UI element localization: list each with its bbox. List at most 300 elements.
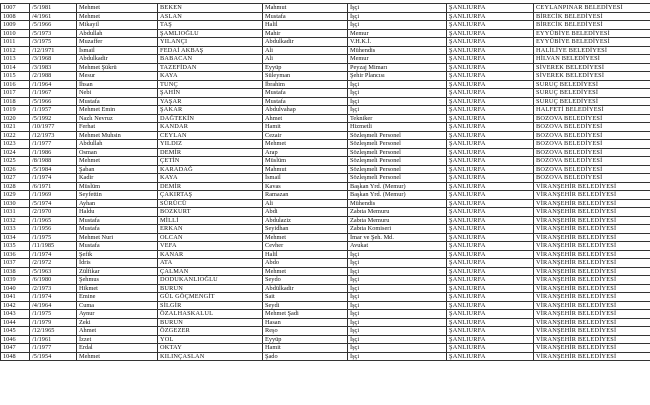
first-name-cell: Cuma bbox=[77, 301, 158, 310]
job-title-cell: İşçi bbox=[348, 318, 447, 327]
row-number-cell: 1018 bbox=[1, 97, 30, 106]
city-cell: ŞANLIURFA bbox=[447, 318, 534, 327]
city-cell: ŞANLIURFA bbox=[447, 114, 534, 123]
job-title-cell: Şehir Plancısı bbox=[348, 72, 447, 81]
row-number-cell: 1022 bbox=[1, 131, 30, 140]
birth-date-cell: /5/1966 bbox=[30, 21, 77, 30]
institution-cell: VİRANŞEHİR BELEDİYESİ bbox=[534, 208, 650, 217]
table-row bbox=[1, 293, 650, 302]
surname-cell: OKTAY bbox=[158, 344, 263, 353]
job-title-cell: İşçi bbox=[348, 352, 447, 361]
city-cell: ŞANLIURFA bbox=[447, 140, 534, 149]
job-title-cell: İşçi bbox=[348, 335, 447, 344]
institution-cell: VİRANŞEHİR BELEDİYESİ bbox=[534, 284, 650, 293]
first-name-cell: Mehmet Şükrü bbox=[77, 63, 158, 72]
birth-date-cell: /2/1970 bbox=[30, 208, 77, 217]
table-row bbox=[1, 38, 650, 47]
birth-date-cell: /5/1984 bbox=[30, 165, 77, 174]
first-name-cell: Nebi bbox=[77, 89, 158, 98]
first-name-cell: Emine bbox=[77, 293, 158, 302]
city-cell: ŞANLIURFA bbox=[447, 80, 534, 89]
surname-cell: YILDIZ bbox=[158, 140, 263, 149]
first-name-cell: Hikmet bbox=[77, 284, 158, 293]
surname-cell: ÇETİN bbox=[158, 157, 263, 166]
table-row bbox=[1, 301, 650, 310]
first-name-cell: Zülfikar bbox=[77, 267, 158, 276]
row-number-cell: 1031 bbox=[1, 208, 30, 217]
city-cell: ŞANLIURFA bbox=[447, 12, 534, 21]
first-name-cell: Kadir bbox=[77, 174, 158, 183]
first-name-cell: Haldu bbox=[77, 208, 158, 217]
surname-cell: FEDAİ AKBAŞ bbox=[158, 46, 263, 55]
city-cell: ŞANLIURFA bbox=[447, 174, 534, 183]
city-cell: ŞANLIURFA bbox=[447, 259, 534, 268]
table-row bbox=[1, 106, 650, 115]
city-cell: ŞANLIURFA bbox=[447, 29, 534, 38]
father-name-cell: Hamit bbox=[263, 123, 348, 132]
job-title-cell: İşçi bbox=[348, 259, 447, 268]
institution-cell: VİRANŞEHİR BELEDİYESİ bbox=[534, 259, 650, 268]
father-name-cell: Ahmet bbox=[263, 114, 348, 123]
job-title-cell: İşçi bbox=[348, 21, 447, 30]
job-title-cell: Avukat bbox=[348, 242, 447, 251]
table-row bbox=[1, 233, 650, 242]
job-title-cell: Mühendis bbox=[348, 199, 447, 208]
father-name-cell: Abdulaziz bbox=[263, 216, 348, 225]
birth-date-cell: /12/1971 bbox=[30, 46, 77, 55]
table-row bbox=[1, 335, 650, 344]
first-name-cell: Mehmet bbox=[77, 12, 158, 21]
surname-cell: DAĞTEKİN bbox=[158, 114, 263, 123]
table-row bbox=[1, 216, 650, 225]
birth-date-cell: /2/1988 bbox=[30, 72, 77, 81]
job-title-cell: Peyzaj Mimarı bbox=[348, 63, 447, 72]
job-title-cell: İşçi bbox=[348, 106, 447, 115]
first-name-cell: Abdulkadir bbox=[77, 55, 158, 64]
birth-date-cell: /1/1986 bbox=[30, 148, 77, 157]
row-number-cell: 1032 bbox=[1, 216, 30, 225]
first-name-cell: Nazlı Nevruz bbox=[77, 114, 158, 123]
table-row bbox=[1, 174, 650, 183]
surname-cell: TAZEFİDAN bbox=[158, 63, 263, 72]
table-row bbox=[1, 242, 650, 251]
city-cell: ŞANLIURFA bbox=[447, 208, 534, 217]
job-title-cell: İşçi bbox=[348, 276, 447, 285]
first-name-cell: Ayhan bbox=[77, 199, 158, 208]
birth-date-cell: /5/1992 bbox=[30, 114, 77, 123]
birth-date-cell: /5/1974 bbox=[30, 199, 77, 208]
first-name-cell: Mustafa bbox=[77, 225, 158, 234]
surname-cell: KANDAR bbox=[158, 123, 263, 132]
row-number-cell: 1030 bbox=[1, 199, 30, 208]
first-name-cell: Mehmet bbox=[77, 352, 158, 361]
city-cell: ŞANLIURFA bbox=[447, 106, 534, 115]
table-row bbox=[1, 114, 650, 123]
first-name-cell: Ahmet bbox=[77, 327, 158, 336]
table-row bbox=[1, 123, 650, 132]
birth-date-cell: /12/1965 bbox=[30, 327, 77, 336]
father-name-cell: Mahir bbox=[263, 29, 348, 38]
first-name-cell: Aynur bbox=[77, 310, 158, 319]
city-cell: ŞANLIURFA bbox=[447, 352, 534, 361]
row-number-cell: 1048 bbox=[1, 352, 30, 361]
birth-date-cell: /1/1975 bbox=[30, 233, 77, 242]
institution-cell: VİRANŞEHİR BELEDİYESİ bbox=[534, 335, 650, 344]
institution-cell: SURUÇ BELEDİYESİ bbox=[534, 80, 650, 89]
row-number-cell: 1035 bbox=[1, 242, 30, 251]
birth-date-cell: /1/1974 bbox=[30, 174, 77, 183]
job-title-cell: Zabıta Memuru bbox=[348, 216, 447, 225]
city-cell: ŞANLIURFA bbox=[447, 4, 534, 13]
father-name-cell: Hamit bbox=[263, 344, 348, 353]
first-name-cell: Mustafa bbox=[77, 97, 158, 106]
table-row bbox=[1, 140, 650, 149]
surname-cell: ÖZGEZER bbox=[158, 327, 263, 336]
table-row bbox=[1, 21, 650, 30]
birth-date-cell: /1/1977 bbox=[30, 140, 77, 149]
first-name-cell: Osman bbox=[77, 148, 158, 157]
institution-cell: BİRECİK BELEDİYESİ bbox=[534, 12, 650, 21]
father-name-cell: Eyyüp bbox=[263, 335, 348, 344]
birth-date-cell: /5/1966 bbox=[30, 97, 77, 106]
first-name-cell: Şehmus bbox=[77, 276, 158, 285]
city-cell: ŞANLIURFA bbox=[447, 216, 534, 225]
row-number-cell: 1043 bbox=[1, 310, 30, 319]
birth-date-cell: /1/1967 bbox=[30, 89, 77, 98]
job-title-cell: İşçi bbox=[348, 293, 447, 302]
job-title-cell: İşçi bbox=[348, 327, 447, 336]
table-row bbox=[1, 72, 650, 81]
table-row bbox=[1, 63, 650, 72]
job-title-cell: Sözleşmeli Personel bbox=[348, 140, 447, 149]
job-title-cell: Mühendis bbox=[348, 46, 447, 55]
institution-cell: VİRANŞEHİR BELEDİYESİ bbox=[534, 182, 650, 191]
father-name-cell: Halil bbox=[263, 250, 348, 259]
city-cell: ŞANLIURFA bbox=[447, 293, 534, 302]
father-name-cell: Ali bbox=[263, 199, 348, 208]
surname-cell: SÜRÜCÜ bbox=[158, 199, 263, 208]
table-row bbox=[1, 284, 650, 293]
institution-cell: BİRECİK BELEDİYESİ bbox=[534, 21, 650, 30]
first-name-cell: Mehmet Nuri bbox=[77, 233, 158, 242]
institution-cell: VİRANŞEHİR BELEDİYESİ bbox=[534, 301, 650, 310]
institution-cell: BOZOVA BELEDİYESİ bbox=[534, 140, 650, 149]
surname-cell: KAYA bbox=[158, 174, 263, 183]
father-name-cell: Ali bbox=[263, 46, 348, 55]
row-number-cell: 1033 bbox=[1, 225, 30, 234]
first-name-cell: Mustafa bbox=[77, 216, 158, 225]
surname-cell: MİLLİ bbox=[158, 216, 263, 225]
surname-cell: BURUN bbox=[158, 318, 263, 327]
job-title-cell: İşçi bbox=[348, 250, 447, 259]
city-cell: ŞANLIURFA bbox=[447, 344, 534, 353]
institution-cell: SURUÇ BELEDİYESİ bbox=[534, 97, 650, 106]
row-number-cell: 1025 bbox=[1, 157, 30, 166]
city-cell: ŞANLIURFA bbox=[447, 89, 534, 98]
row-number-cell: 1015 bbox=[1, 72, 30, 81]
job-title-cell: Sözleşmeli Personel bbox=[348, 157, 447, 166]
institution-cell: EYYÜBİYE BELEDİYESİ bbox=[534, 38, 650, 47]
father-name-cell: Cezair bbox=[263, 131, 348, 140]
father-name-cell: Mustafa bbox=[263, 12, 348, 21]
institution-cell: BOZOVA BELEDİYESİ bbox=[534, 114, 650, 123]
job-title-cell: Sözleşmeli Personel bbox=[348, 148, 447, 157]
father-name-cell: Mehmet bbox=[263, 233, 348, 242]
job-title-cell: Sözleşmeli Personel bbox=[348, 165, 447, 174]
surname-cell: ŞAKAR bbox=[158, 106, 263, 115]
row-number-cell: 1027 bbox=[1, 174, 30, 183]
surname-cell: YOL bbox=[158, 335, 263, 344]
table-row bbox=[1, 89, 650, 98]
table-row bbox=[1, 131, 650, 140]
institution-cell: VİRANŞEHİR BELEDİYESİ bbox=[534, 199, 650, 208]
table-row bbox=[1, 250, 650, 259]
father-name-cell: Mehmet Şadi bbox=[263, 310, 348, 319]
birth-date-cell: /8/1988 bbox=[30, 157, 77, 166]
job-title-cell: Sözleşmeli Personel bbox=[348, 131, 447, 140]
table-row bbox=[1, 12, 650, 21]
row-number-cell: 1034 bbox=[1, 233, 30, 242]
surname-cell: DODUKANLIOĞLU bbox=[158, 276, 263, 285]
table-row bbox=[1, 259, 650, 268]
first-name-cell: İzzet bbox=[77, 335, 158, 344]
table-row bbox=[1, 191, 650, 200]
father-name-cell: Abdo bbox=[263, 259, 348, 268]
city-cell: ŞANLIURFA bbox=[447, 131, 534, 140]
row-number-cell: 1026 bbox=[1, 165, 30, 174]
city-cell: ŞANLIURFA bbox=[447, 97, 534, 106]
surname-cell: KANAR bbox=[158, 250, 263, 259]
surname-cell: BEKEN bbox=[158, 4, 263, 13]
birth-date-cell: /1/1961 bbox=[30, 335, 77, 344]
table-row bbox=[1, 352, 650, 361]
birth-date-cell: /11/1985 bbox=[30, 242, 77, 251]
city-cell: ŞANLIURFA bbox=[447, 250, 534, 259]
table-row bbox=[1, 4, 650, 13]
father-name-cell: Sait bbox=[263, 293, 348, 302]
institution-cell: BOZOVA BELEDİYESİ bbox=[534, 157, 650, 166]
city-cell: ŞANLIURFA bbox=[447, 148, 534, 157]
city-cell: ŞANLIURFA bbox=[447, 165, 534, 174]
father-name-cell: Abdülkadir bbox=[263, 284, 348, 293]
first-name-cell: Mesur bbox=[77, 72, 158, 81]
institution-cell: HALFETİ BELEDİYESİ bbox=[534, 106, 650, 115]
father-name-cell: Reşo bbox=[263, 327, 348, 336]
table-row bbox=[1, 165, 650, 174]
row-number-cell: 1010 bbox=[1, 29, 30, 38]
job-title-cell: Hizmetli bbox=[348, 123, 447, 132]
job-title-cell: İşçi bbox=[348, 80, 447, 89]
institution-cell: VİRANŞEHİR BELEDİYESİ bbox=[534, 267, 650, 276]
job-title-cell: Memur bbox=[348, 29, 447, 38]
row-number-cell: 1021 bbox=[1, 123, 30, 132]
institution-cell: SURUÇ BELEDİYESİ bbox=[534, 89, 650, 98]
row-number-cell: 1040 bbox=[1, 284, 30, 293]
father-name-cell: Halil bbox=[263, 21, 348, 30]
surname-cell: ASLAN bbox=[158, 12, 263, 21]
institution-cell: BOZOVA BELEDİYESİ bbox=[534, 131, 650, 140]
first-name-cell: Abdullah bbox=[77, 140, 158, 149]
father-name-cell: Ramazan bbox=[263, 191, 348, 200]
job-title-cell: İşçi bbox=[348, 12, 447, 21]
surname-cell: ÇAKIRTAŞ bbox=[158, 191, 263, 200]
row-number-cell: 1028 bbox=[1, 182, 30, 191]
institution-cell: VİRANŞEHİR BELEDİYESİ bbox=[534, 318, 650, 327]
birth-date-cell: /5/1963 bbox=[30, 267, 77, 276]
job-title-cell: İşçi bbox=[348, 89, 447, 98]
institution-cell: VİRANŞEHİR BELEDİYESİ bbox=[534, 233, 650, 242]
institution-cell: VİRANŞEHİR BELEDİYESİ bbox=[534, 352, 650, 361]
first-name-cell: Ferhat bbox=[77, 123, 158, 132]
surname-cell: DEMİR bbox=[158, 182, 263, 191]
city-cell: ŞANLIURFA bbox=[447, 55, 534, 64]
birth-date-cell: /12/1973 bbox=[30, 131, 77, 140]
institution-cell: VİRANŞEHİR BELEDİYESİ bbox=[534, 293, 650, 302]
father-name-cell: Abdulvahap bbox=[263, 106, 348, 115]
institution-cell: HALİLİYE BELEDİYESİ bbox=[534, 46, 650, 55]
birth-date-cell: /1/1956 bbox=[30, 225, 77, 234]
surname-cell: SİLGİR bbox=[158, 301, 263, 310]
institution-cell: VİRANŞEHİR BELEDİYESİ bbox=[534, 216, 650, 225]
row-number-cell: 1044 bbox=[1, 318, 30, 327]
first-name-cell: Mikayil bbox=[77, 21, 158, 30]
city-cell: ŞANLIURFA bbox=[447, 46, 534, 55]
job-title-cell: Memur bbox=[348, 55, 447, 64]
birth-date-cell: /1/1975 bbox=[30, 310, 77, 319]
institution-cell: EYYÜBİYE BELEDİYESİ bbox=[534, 29, 650, 38]
institution-cell: VİRANŞEHİR BELEDİYESİ bbox=[534, 310, 650, 319]
table-row bbox=[1, 327, 650, 336]
city-cell: ŞANLIURFA bbox=[447, 242, 534, 251]
row-number-cell: 1019 bbox=[1, 106, 30, 115]
institution-cell: VİRANŞEHİR BELEDİYESİ bbox=[534, 276, 650, 285]
birth-date-cell: /3/1983 bbox=[30, 63, 77, 72]
job-title-cell: İmar ve Şeh. Md. bbox=[348, 233, 447, 242]
row-number-cell: 1024 bbox=[1, 148, 30, 157]
first-name-cell: Abdullah bbox=[77, 29, 158, 38]
father-name-cell: İbrahim bbox=[263, 80, 348, 89]
row-number-cell: 1042 bbox=[1, 301, 30, 310]
surname-cell: GÜL GÖÇMENGİT bbox=[158, 293, 263, 302]
birth-date-cell: /1/1974 bbox=[30, 250, 77, 259]
city-cell: ŞANLIURFA bbox=[447, 21, 534, 30]
surname-cell: BOZKURT bbox=[158, 208, 263, 217]
row-number-cell: 1013 bbox=[1, 55, 30, 64]
birth-date-cell: /6/1980 bbox=[30, 276, 77, 285]
city-cell: ŞANLIURFA bbox=[447, 267, 534, 276]
institution-cell: CEYLANPINAR BELEDİYESİ bbox=[534, 4, 650, 13]
surname-cell: VEFA bbox=[158, 242, 263, 251]
city-cell: ŞANLIURFA bbox=[447, 301, 534, 310]
first-name-cell: Mehmet Emin bbox=[77, 106, 158, 115]
father-name-cell: Arap bbox=[263, 148, 348, 157]
surname-cell: ERKAN bbox=[158, 225, 263, 234]
father-name-cell: Abdi bbox=[263, 208, 348, 217]
father-name-cell: Mahmut bbox=[263, 165, 348, 174]
table-row bbox=[1, 182, 650, 191]
table-row bbox=[1, 97, 650, 106]
city-cell: ŞANLIURFA bbox=[447, 38, 534, 47]
father-name-cell: Seydi bbox=[263, 301, 348, 310]
surname-cell: BABACAN bbox=[158, 55, 263, 64]
first-name-cell: Muzaffer bbox=[77, 38, 158, 47]
personnel-table bbox=[0, 3, 650, 361]
row-number-cell: 1007 bbox=[1, 4, 30, 13]
row-number-cell: 1011 bbox=[1, 38, 30, 47]
father-name-cell: Müslüm bbox=[263, 157, 348, 166]
father-name-cell: Kavas bbox=[263, 182, 348, 191]
first-name-cell: Mehmet bbox=[77, 157, 158, 166]
surname-cell: DEMİR bbox=[158, 148, 263, 157]
surname-cell: ÇALMAN bbox=[158, 267, 263, 276]
father-name-cell: Abdulkadir bbox=[263, 38, 348, 47]
father-name-cell: Şado bbox=[263, 352, 348, 361]
birth-date-cell: /4/1964 bbox=[30, 301, 77, 310]
birth-date-cell: /1/1974 bbox=[30, 293, 77, 302]
table-row bbox=[1, 208, 650, 217]
surname-cell: ŞAHİN bbox=[158, 89, 263, 98]
institution-cell: VİRANŞEHİR BELEDİYESİ bbox=[534, 242, 650, 251]
birth-date-cell: /5/1973 bbox=[30, 29, 77, 38]
birth-date-cell: /1/1957 bbox=[30, 106, 77, 115]
institution-cell: BOZOVA BELEDİYESİ bbox=[534, 123, 650, 132]
institution-cell: SİVEREK BELEDİYESİ bbox=[534, 72, 650, 81]
table-row bbox=[1, 225, 650, 234]
row-number-cell: 1038 bbox=[1, 267, 30, 276]
institution-cell: VİRANŞEHİR BELEDİYESİ bbox=[534, 250, 650, 259]
first-name-cell: İdris bbox=[77, 259, 158, 268]
father-name-cell: Hasan bbox=[263, 318, 348, 327]
surname-cell: ATA bbox=[158, 259, 263, 268]
birth-date-cell: /10/1977 bbox=[30, 123, 77, 132]
institution-cell: VİRANŞEHİR BELEDİYESİ bbox=[534, 327, 650, 336]
surname-cell: BURUN bbox=[158, 284, 263, 293]
first-name-cell: Müslüm bbox=[77, 182, 158, 191]
row-number-cell: 1017 bbox=[1, 89, 30, 98]
surname-cell: ÖZALHASKALUL bbox=[158, 310, 263, 319]
table-row bbox=[1, 318, 650, 327]
job-title-cell: Başkan Yrd. (Memur) bbox=[348, 191, 447, 200]
institution-cell: VİRANŞEHİR BELEDİYESİ bbox=[534, 225, 650, 234]
city-cell: ŞANLIURFA bbox=[447, 233, 534, 242]
first-name-cell: Mehmet bbox=[77, 4, 158, 13]
father-name-cell: Ali bbox=[263, 55, 348, 64]
institution-cell: SİVEREK BELEDİYESİ bbox=[534, 63, 650, 72]
birth-date-cell: /2/1973 bbox=[30, 284, 77, 293]
birth-date-cell: /1/1979 bbox=[30, 318, 77, 327]
surname-cell: TUNÇ bbox=[158, 80, 263, 89]
city-cell: ŞANLIURFA bbox=[447, 182, 534, 191]
first-name-cell: İsmail bbox=[77, 46, 158, 55]
father-name-cell: Mustafa bbox=[263, 89, 348, 98]
surname-cell: YILANÇI bbox=[158, 38, 263, 47]
father-name-cell: Süleyman bbox=[263, 72, 348, 81]
father-name-cell: Mahmut bbox=[263, 4, 348, 13]
city-cell: ŞANLIURFA bbox=[447, 157, 534, 166]
father-name-cell: Cevher bbox=[263, 242, 348, 251]
father-name-cell: Mustafa bbox=[263, 97, 348, 106]
birth-date-cell: /3/1968 bbox=[30, 55, 77, 64]
institution-cell: BOZOVA BELEDİYESİ bbox=[534, 148, 650, 157]
birth-date-cell: /1/1965 bbox=[30, 216, 77, 225]
city-cell: ŞANLIURFA bbox=[447, 335, 534, 344]
surname-cell: KAYA bbox=[158, 72, 263, 81]
surname-cell: CEYLAN bbox=[158, 131, 263, 140]
institution-cell: BOZOVA BELEDİYESİ bbox=[534, 174, 650, 183]
personnel-table-body bbox=[1, 4, 650, 361]
father-name-cell: Seyidhan bbox=[263, 225, 348, 234]
birth-date-cell: /1/1969 bbox=[30, 191, 77, 200]
